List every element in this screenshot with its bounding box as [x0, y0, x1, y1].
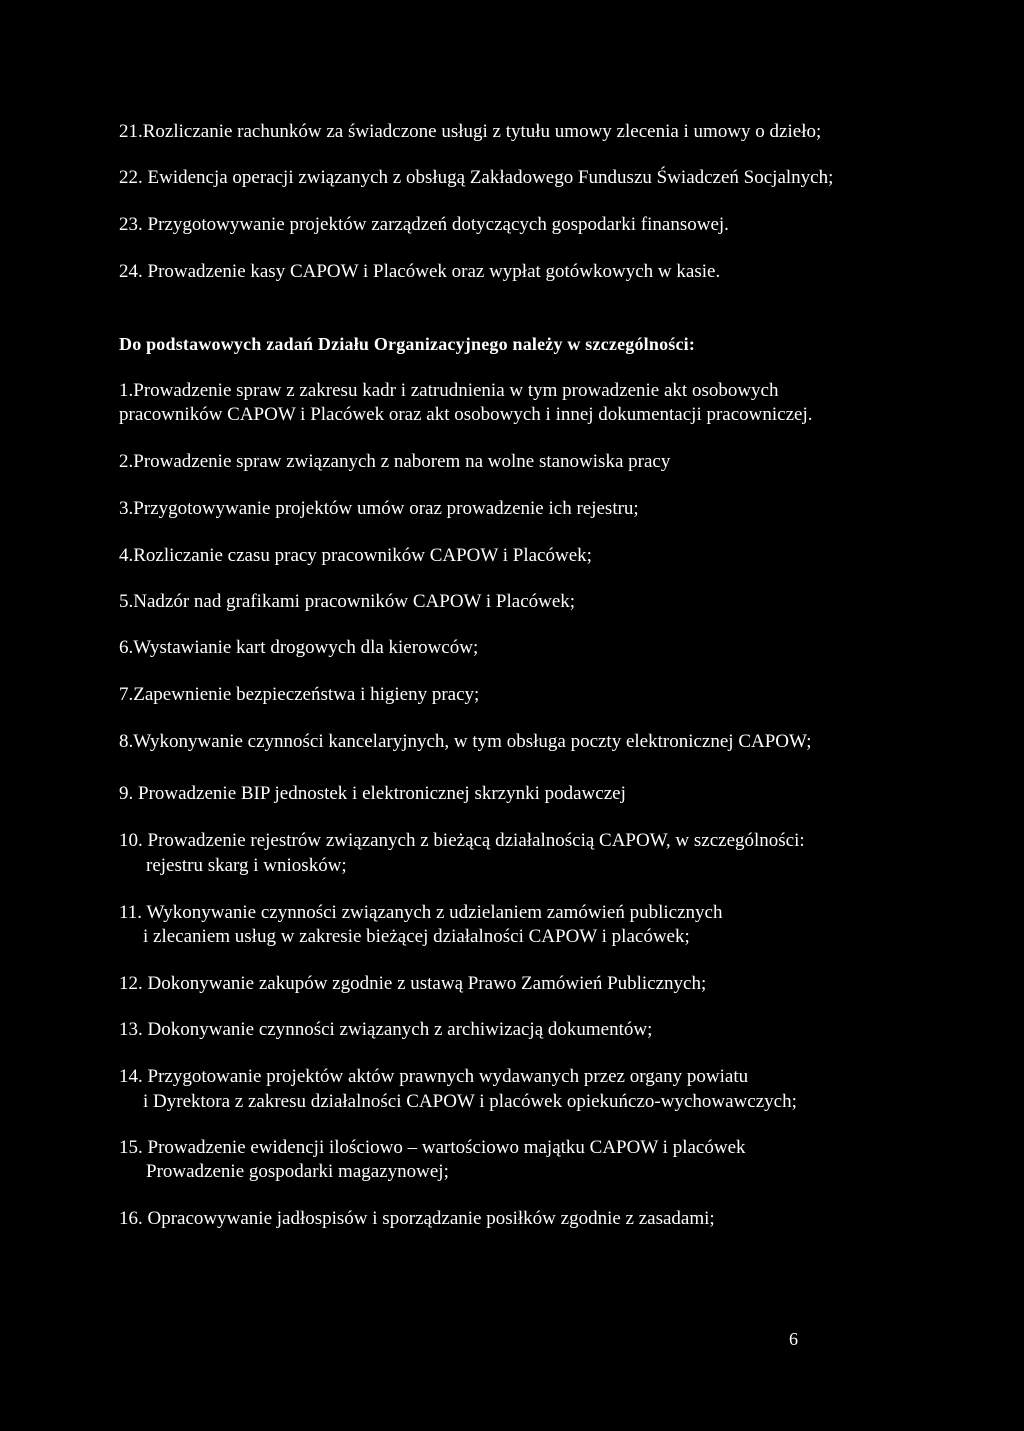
org-item-15-line-2: Prowadzenie gospodarki magazynowej; [146, 1161, 449, 1182]
list-item-21: 21.Rozliczanie rachunków za świadczone usługi z tytułu umowy zlecenia i umowy o dzieło; [119, 121, 822, 142]
list-item-22: 22. Ewidencja operacji związanych z obsługą Zakładowego Funduszu Świadczeń Socjalnych; [119, 167, 834, 188]
section-heading: Do podstawowych zadań Działu Organizacyjnego należy w szczególności: [119, 334, 696, 354]
list-item-23: 23. Przygotowywanie projektów zarządzeń dotyczących gospodarki finansowej. [119, 214, 729, 235]
org-item-1-line-1: 1.Prowadzenie spraw z zakresu kadr i zatrudnienia w tym prowadzenie akt osobowych [119, 380, 779, 401]
org-item-10-line-1: 10. Prowadzenie rejestrów związanych z bieżącą działalnością CAPOW, w szczególności: [119, 830, 805, 851]
page-number: 6 [789, 1329, 798, 1349]
org-item-11-line-2: i zlecaniem usług w zakresie bieżącej działalności CAPOW i placówek; [143, 926, 690, 947]
org-item-8: 8.Wykonywanie czynności kancelaryjnych, w tym obsługa poczty elektronicznej CAPOW; [119, 731, 812, 752]
org-item-12: 12. Dokonywanie zakupów zgodnie z ustawą Prawo Zamówień Publicznych; [119, 973, 707, 994]
org-item-4: 4.Rozliczanie czasu pracy pracowników CAPOW i Placówek; [119, 545, 592, 566]
org-item-2: 2.Prowadzenie spraw związanych z naborem na wolne stanowiska pracy [119, 451, 671, 472]
org-item-11-line-1: 11. Wykonywanie czynności związanych z udzielaniem zamówień publicznych [119, 902, 723, 923]
org-item-1-line-2: pracowników CAPOW i Placówek oraz akt osobowych i innej dokumentacji pracowniczej. [119, 404, 813, 425]
org-item-14-line-1: 14. Przygotowanie projektów aktów prawnych wydawanych przez organy powiatu [119, 1066, 749, 1087]
org-item-9: 9. Prowadzenie BIP jednostek i elektronicznej skrzynki podawczej [119, 783, 626, 804]
org-item-16: 16. Opracowywanie jadłospisów i sporządzanie posiłków zgodnie z zasadami; [119, 1208, 715, 1229]
org-item-13: 13. Dokonywanie czynności związanych z archiwizacją dokumentów; [119, 1019, 653, 1040]
org-item-7: 7.Zapewnienie bezpieczeństwa i higieny pracy; [119, 684, 480, 705]
org-item-15-line-1: 15. Prowadzenie ewidencji ilościowo – wartościowo majątku CAPOW i placówek [119, 1137, 746, 1158]
list-item-24: 24. Prowadzenie kasy CAPOW i Placówek oraz wypłat gotówkowych w kasie. [119, 261, 721, 282]
org-item-10-line-2: rejestru skarg i wniosków; [146, 855, 347, 876]
org-item-6: 6.Wystawianie kart drogowych dla kierowców; [119, 637, 479, 658]
org-item-3: 3.Przygotowywanie projektów umów oraz prowadzenie ich rejestru; [119, 498, 639, 519]
org-item-5: 5.Nadzór nad grafikami pracowników CAPOW i Placówek; [119, 591, 576, 612]
org-item-14-line-2: i Dyrektora z zakresu działalności CAPOW i placówek opiekuńczo-wychowawczych; [143, 1091, 797, 1112]
